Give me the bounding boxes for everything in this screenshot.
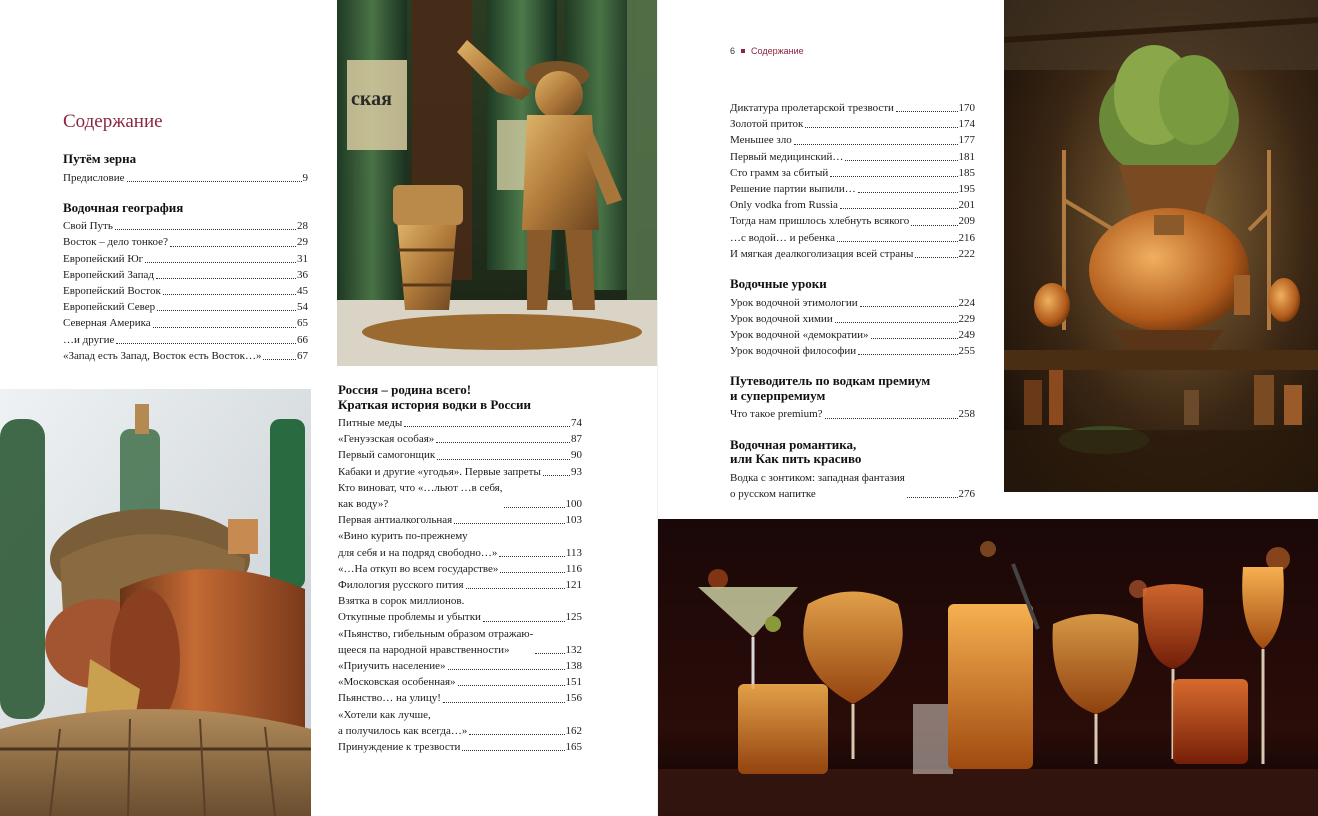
toc-entry-title: Кабаки и другие «угодья». Первые запреты — [338, 465, 541, 478]
toc-entry[interactable] — [63, 267, 308, 283]
dot-leader — [153, 327, 296, 328]
toc-entry[interactable] — [338, 674, 582, 690]
toc-column-2 — [338, 383, 582, 770]
dot-leader — [858, 354, 957, 355]
toc-page-number: 54 — [297, 301, 308, 314]
toc-page-number: 255 — [958, 345, 975, 358]
toc-entry[interactable] — [63, 218, 308, 234]
toc-entry[interactable] — [730, 116, 975, 132]
toc-column-1 — [63, 152, 308, 379]
toc-page-number: 170 — [958, 102, 975, 114]
toc-section — [730, 100, 975, 262]
toc-entry-title: Меньшее зло — [730, 134, 792, 147]
dot-leader — [835, 322, 958, 323]
dot-leader — [462, 750, 564, 751]
dot-leader — [466, 588, 565, 589]
toc-entry[interactable] — [63, 315, 308, 331]
right-page — [658, 0, 1318, 816]
toc-entry-title: «Запад есть Запад, Восток есть Восток…» — [63, 349, 262, 362]
toc-entry[interactable] — [338, 561, 582, 577]
toc-entry-title: Европейский Восток — [63, 285, 161, 298]
toc-section-title: Путём зерна — [63, 151, 137, 166]
toc-entry-title: Решение партии выпили… — [730, 183, 856, 196]
toc-entry[interactable] — [730, 246, 975, 262]
toc-entry[interactable] — [730, 311, 975, 327]
toc-entry-title: Сто грамм за сбитый — [730, 166, 829, 179]
toc-page-number: 65 — [297, 317, 308, 330]
toc-entry-title: Европейский Запад — [63, 268, 154, 281]
toc-page-number: 103 — [565, 514, 582, 527]
toc-entry[interactable] — [338, 577, 582, 593]
toc-entry[interactable] — [338, 739, 582, 755]
toc-entry-title: Филология русского пития — [338, 579, 464, 592]
toc-entry[interactable] — [730, 197, 975, 213]
barrel-photo — [0, 389, 311, 816]
figurine-photo — [337, 0, 657, 366]
toc-page-number: 249 — [958, 328, 975, 341]
toc-entry[interactable] — [338, 690, 582, 706]
toc-entry-title: Первая антиалкогольная — [338, 514, 453, 527]
toc-entry[interactable] — [730, 132, 975, 148]
toc-section — [730, 374, 975, 422]
dot-leader — [543, 475, 570, 476]
toc-entry-title: «…На откуп во всем государстве» — [338, 562, 499, 575]
dot-leader — [454, 523, 564, 524]
toc-entry[interactable] — [730, 343, 975, 359]
toc-page-number: 87 — [571, 433, 582, 446]
toc-entry-title: Первый самогонщик — [338, 449, 436, 462]
toc-entry-title: И мягкая деалкоголизация всей страны — [730, 247, 914, 260]
toc-section-title: Водочная география — [63, 199, 184, 215]
dot-leader — [448, 669, 565, 670]
toc-entry[interactable] — [338, 626, 582, 658]
toc-entry-title: …и другие — [63, 333, 115, 346]
toc-entry[interactable] — [338, 512, 582, 528]
toc-page-number: 29 — [297, 236, 308, 249]
toc-entry-title: Предисловие — [63, 171, 125, 184]
dot-leader — [911, 225, 957, 226]
toc-entry[interactable] — [730, 470, 975, 502]
dot-leader — [535, 653, 564, 654]
toc-page-number: 100 — [565, 498, 582, 511]
toc-column-3 — [730, 100, 975, 517]
toc-page-number: 125 — [565, 611, 582, 624]
toc-page-number: 258 — [958, 408, 975, 421]
toc-page-number: 31 — [297, 252, 308, 265]
toc-entry-title: Золотой приток — [730, 118, 804, 131]
page-number: 6 — [730, 46, 736, 56]
dot-leader — [157, 310, 296, 311]
toc-entry-title: Свой Путь — [63, 220, 113, 233]
toc-page-number: 45 — [297, 285, 308, 298]
toc-page-number: 36 — [297, 268, 308, 281]
dot-leader — [499, 556, 564, 557]
toc-entry[interactable] — [63, 251, 308, 267]
toc-page-number: 113 — [565, 546, 582, 559]
toc-page-number: 165 — [565, 741, 582, 754]
toc-page-number: 9 — [302, 171, 308, 184]
glasses-photo — [658, 519, 1318, 816]
toc-entry-title: Кто виноват, что «…льют …в себя, как воду»? — [338, 481, 503, 511]
toc-entry-title: «Вино курить по-прежнему для себя и на подряд свободно…» — [338, 530, 498, 559]
dot-leader — [115, 229, 296, 230]
toc-page-number: 66 — [297, 333, 308, 346]
toc-entry[interactable] — [338, 528, 582, 560]
toc-entry-title: «Генуэзская особая» — [338, 433, 435, 446]
dot-leader — [840, 208, 958, 209]
toc-entry[interactable] — [338, 480, 582, 512]
toc-page-number: 116 — [565, 562, 582, 575]
toc-section — [63, 201, 308, 364]
toc-entry[interactable] — [63, 283, 308, 299]
dot-leader — [483, 621, 565, 622]
svg-text:ская: ская — [351, 88, 392, 110]
toc-section-title: Водочная романтика, или Как пить красиво — [730, 436, 862, 467]
toc-entry[interactable] — [63, 170, 308, 186]
toc-entry-title: Питные меды — [338, 417, 403, 429]
toc-section-title: Водочные уроки — [730, 276, 827, 292]
dot-leader — [404, 426, 570, 427]
toc-page-number: 67 — [297, 349, 308, 362]
toc-entry-title: Северная Америка — [63, 317, 151, 330]
toc-entry-title: Пьянство… на улицу! — [338, 692, 441, 705]
dot-leader — [263, 359, 296, 360]
toc-entry[interactable] — [730, 327, 975, 343]
toc-entry-title: Первый медицинский… — [730, 150, 844, 163]
toc-entry-title: Взятка в сорок миллионов. Откупные проблемы и убытки — [338, 595, 481, 624]
dot-leader — [500, 572, 564, 573]
toc-page-number: 216 — [958, 231, 975, 244]
toc-page-number: 162 — [565, 724, 582, 737]
dot-leader — [504, 507, 564, 508]
dot-leader — [871, 338, 958, 339]
dot-leader — [825, 418, 958, 419]
toc-entry[interactable] — [338, 415, 582, 431]
toc-section — [338, 383, 582, 755]
dot-leader — [794, 144, 958, 145]
toc-entry[interactable] — [730, 213, 975, 229]
dot-leader — [805, 127, 957, 128]
toc-entry[interactable] — [63, 299, 308, 315]
toc-page-number: 276 — [958, 487, 975, 500]
toc-section — [730, 438, 975, 502]
dot-leader — [145, 262, 296, 263]
toc-page-number: 138 — [565, 660, 582, 673]
toc-page-number: 201 — [958, 199, 975, 212]
toc-entry[interactable] — [730, 100, 975, 116]
toc-entry[interactable] — [730, 149, 975, 165]
toc-page-number: 74 — [571, 417, 582, 429]
dot-leader — [896, 111, 958, 112]
toc-entry-title: Урок водочной химии — [730, 312, 833, 325]
toc-entry-title: «Московская особенная» — [338, 676, 456, 689]
toc-page-number: 229 — [958, 312, 975, 325]
toc-entry-title: Что такое premium? — [730, 408, 823, 421]
toc-entry[interactable] — [63, 234, 308, 250]
dot-leader — [127, 181, 302, 182]
toc-entry[interactable] — [730, 295, 975, 311]
toc-page-number: 28 — [297, 220, 308, 233]
dot-leader — [170, 246, 296, 247]
toc-heading: Содержание — [63, 111, 163, 132]
toc-entry[interactable] — [338, 447, 582, 463]
toc-page-number: 90 — [571, 449, 582, 462]
dot-leader — [915, 257, 957, 258]
toc-entry-title: Водка с зонтиком: западная фантазия о русском напитке — [730, 471, 905, 500]
distillery-photo — [1004, 0, 1318, 492]
dot-leader — [907, 497, 958, 498]
toc-entry[interactable] — [730, 165, 975, 181]
left-page — [0, 0, 657, 816]
toc-entry-title: Урок водочной этимологии — [730, 296, 858, 309]
toc-page-number: 151 — [565, 676, 582, 689]
toc-entry-title: Диктатура пролетарской трезвости — [730, 102, 894, 114]
dot-leader — [116, 343, 296, 344]
dot-leader — [837, 241, 958, 242]
dot-leader — [858, 192, 958, 193]
toc-entry-title: …с водой… и ребенка — [730, 231, 835, 244]
toc-entry-title: Урок водочной «демократии» — [730, 328, 869, 341]
dot-leader — [436, 442, 570, 443]
toc-page-number: 132 — [565, 643, 582, 656]
toc-entry[interactable] — [338, 593, 582, 625]
toc-section-title: Путеводитель по водкам премиум и суперпремиум — [730, 373, 931, 403]
toc-entry[interactable] — [338, 431, 582, 447]
toc-entry[interactable] — [63, 332, 308, 348]
toc-section — [730, 277, 975, 359]
toc-page-number: 185 — [958, 166, 975, 179]
toc-entry[interactable] — [63, 348, 308, 364]
running-head — [730, 46, 804, 56]
toc-page-number: 181 — [958, 150, 975, 163]
dot-leader — [845, 160, 957, 161]
bullet-square-icon — [741, 49, 745, 53]
toc-page-number: 121 — [565, 579, 582, 592]
dot-leader — [437, 459, 570, 460]
toc-entry-title: «Пьянство, гибельным образом отражаю- щееся па народной нравственности» — [338, 627, 534, 656]
toc-page-number: 177 — [958, 134, 975, 147]
toc-entry[interactable] — [338, 464, 582, 480]
dot-leader — [830, 176, 957, 177]
toc-entry-title: Урок водочной философии — [730, 345, 857, 358]
running-head-title: Содержание — [751, 46, 804, 56]
toc-page-number: 156 — [565, 692, 582, 705]
toc-entry[interactable] — [338, 658, 582, 674]
toc-page-number: 93 — [571, 465, 582, 478]
toc-page-number: 195 — [958, 183, 975, 196]
toc-entry[interactable] — [338, 707, 582, 739]
toc-entry-title: «Хотели как лучше, а получилось как всегда…» — [338, 708, 468, 737]
dot-leader — [469, 734, 564, 735]
toc-entry-title: Европейский Юг — [63, 252, 144, 265]
toc-entry[interactable] — [730, 181, 975, 197]
dot-leader — [860, 306, 958, 307]
toc-entry[interactable] — [730, 406, 975, 422]
toc-page-number: 174 — [958, 118, 975, 131]
toc-entry-title: Восток – дело тонкое? — [63, 236, 168, 249]
dot-leader — [458, 685, 565, 686]
toc-section-title: Россия – родина всего! Краткая история водки в России — [338, 382, 532, 412]
dot-leader — [443, 702, 565, 703]
toc-entry-title: Тогда нам пришлось хлебнуть всякого — [730, 215, 910, 228]
toc-page-number: 209 — [958, 215, 975, 228]
dot-leader — [156, 278, 296, 279]
dot-leader — [163, 294, 296, 295]
toc-entry[interactable] — [730, 230, 975, 246]
toc-entry-title: «Приучить население» — [338, 660, 446, 673]
toc-page-number: 224 — [958, 296, 975, 309]
toc-entry-title: Only vodka from Russia — [730, 199, 838, 212]
toc-entry-title: Европейский Север — [63, 301, 156, 314]
toc-page-number: 222 — [958, 247, 975, 260]
toc-entry-title: Принуждение к трезвости — [338, 741, 461, 754]
toc-section — [63, 152, 308, 186]
